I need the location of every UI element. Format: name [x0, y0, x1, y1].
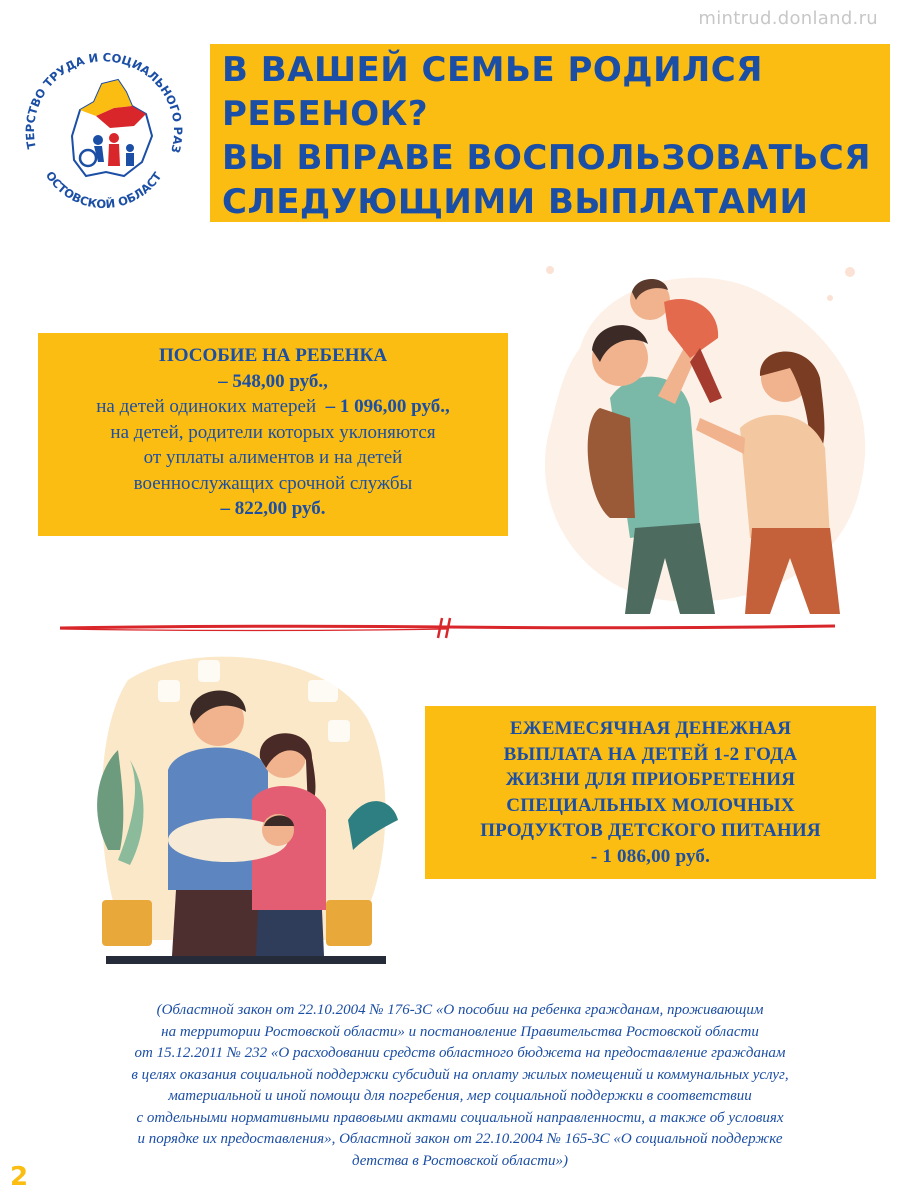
single-mothers-text: на детей одиноких матерей — [96, 396, 317, 417]
title-line-3: ВЫ ВПРАВЕ ВОСПОЛЬЗОВАТЬСЯ — [222, 138, 871, 178]
alimony-text-line-b: от уплаты алиментов и на детей — [143, 447, 403, 468]
single-mothers-row — [38, 394, 508, 420]
footnote-line: от 15.12.2011 № 232 «О расходовании средств областного бюджета на предоставление гражданам — [134, 1045, 786, 1061]
footnote-line: в целях оказания социальной поддержки субсидий на оплату жилых помещений и коммунальных услуг, — [131, 1066, 789, 1083]
milk-payment-amount: - 1 086,00 руб. — [590, 845, 711, 867]
page-number: 2 — [10, 1162, 29, 1192]
parents-with-newborn-illustration — [68, 640, 408, 970]
section-divider — [60, 616, 835, 640]
milk-payment-line-4: СПЕЦИАЛЬНЫХ МОЛОЧНЫХ — [506, 794, 795, 816]
site-watermark: mintrud.donland.ru — [698, 8, 878, 29]
alimony-amount: – 822,00 руб. — [220, 498, 326, 519]
title-line-1: В ВАШЕЙ СЕМЬЕ РОДИЛСЯ — [222, 50, 763, 90]
alimony-text-line-c: военнослужащих срочной службы — [133, 472, 413, 494]
logo-bottom-text: ОСТОВСКОЙ ОБЛАСТ — [42, 168, 165, 212]
milk-payment-line-2: ВЫПЛАТА НА ДЕТЕЙ 1-2 ГОДА — [503, 743, 798, 765]
single-mothers-amount: – 1 096,00 руб., — [325, 396, 450, 417]
footnote-line: и порядке их предоставления», Областной закон от 22.10.2004 № 165-ЗС «О социальной поддержке — [137, 1131, 783, 1147]
ministry-logo — [14, 44, 194, 224]
footnote-line: с отдельными нормативными правовыми актами социальной направленности, а также об условиях — [136, 1109, 784, 1126]
legal-footnote — [60, 1000, 860, 1172]
footnote-line: материальной и иной помощи для погребения, мер социальной поддержки в соответствии — [168, 1088, 752, 1104]
title-line-2: РЕБЕНОК? — [222, 94, 429, 134]
footnote-line: на территории Ростовской области» и постановление Правительства Ростовской области — [161, 1023, 759, 1040]
child-allowance-base-amount: – 548,00 руб., — [218, 370, 328, 392]
ministry-emblem-icon — [14, 44, 194, 224]
milk-payment-line-1: ЕЖЕМЕСЯЧНАЯ ДЕНЕЖНАЯ — [509, 718, 792, 739]
milk-payment-line-5: ПРОДУКТОВ ДЕТСКОГО ПИТАНИЯ — [480, 820, 821, 841]
logo-arc-text: ТЕРСТВО ТРУДА И СОЦИАЛЬНОГО РАЗ — [22, 50, 186, 155]
child-allowance-box — [38, 333, 508, 536]
alimony-text-line-a: на детей, родители которых уклоняются — [110, 421, 436, 443]
family-with-toddler-illustration — [540, 258, 880, 614]
footnote-line: (Областной закон от 22.10.2004 № 176-ЗС «О пособии на ребенка гражданам, проживающим — [156, 1002, 764, 1018]
title-line-4: СЛЕДУЮЩИМИ ВЫПЛАТАМИ — [222, 182, 809, 222]
footnote-line: детства в Ростовской области») — [352, 1152, 568, 1169]
milk-payment-line-3: ЖИЗНИ ДЛЯ ПРИОБРЕТЕНИЯ — [505, 769, 796, 790]
title-banner — [210, 44, 890, 222]
child-allowance-heading: ПОСОБИЕ НА РЕБЕНКА — [158, 345, 388, 366]
milk-nutrition-payment-box — [425, 706, 876, 879]
